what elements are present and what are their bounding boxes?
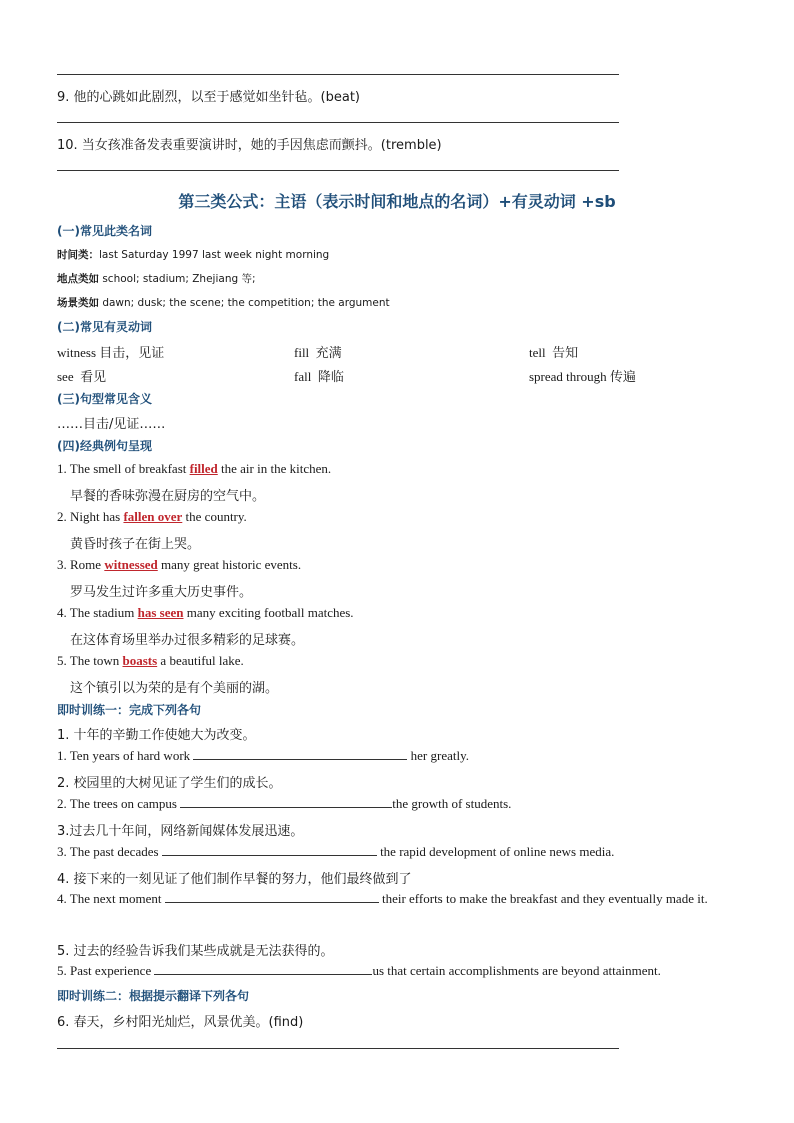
place-text: school; stadium; Zhejiang 等; [99, 273, 256, 285]
verb-fall [294, 366, 344, 385]
example-post: the country. [182, 509, 247, 524]
section-heading-nouns: (一)常见此类名词 [57, 224, 152, 238]
verb-zh: 充满 [315, 346, 342, 361]
fill-blank[interactable] [154, 963, 372, 975]
verb-en: tell [529, 345, 546, 360]
verb-tell [529, 342, 578, 361]
verb-zh: 降临 [317, 370, 344, 385]
time-text: last Saturday 1997 last week night morning [99, 249, 330, 261]
verb-en: fall [294, 369, 312, 384]
scene-label: 场景类如 [57, 297, 99, 309]
practice-q4-zh: 4. 接下来的一刻见证了他们制作早餐的努力，他们最终做到了 [57, 872, 412, 887]
exercise-item-10: 10. 当女孩准备发表重要演讲时，她的手因焦虑而颤抖。(tremble) [57, 138, 442, 153]
sentence-start: 4. The next moment [57, 891, 165, 906]
example-translation: 在这体育场里举办过很多精彩的足球赛。 [70, 633, 305, 648]
example-post: the air in the kitchen. [217, 461, 332, 476]
verb-zh: 告知 [552, 346, 579, 361]
verb-fill [294, 342, 342, 361]
fill-blank[interactable] [165, 891, 379, 903]
practice-q2-zh: 2. 校园里的大树见证了学生们的成长。 [57, 776, 282, 791]
example-translation: 早餐的香味弥漫在厨房的空气中。 [70, 489, 266, 504]
example-keyword: witnessed [104, 557, 158, 572]
practice-q2-en [57, 796, 511, 812]
sentence-end: their efforts to make the breakfast and they eventually made it. [378, 891, 708, 906]
sentence-start: 1. Ten years of hard work [57, 748, 194, 763]
section-heading-examples: (四)经典例句呈现 [57, 439, 152, 453]
example-pre: 4. The stadium [57, 605, 138, 620]
example-sentence [57, 461, 331, 477]
example-pre: 5. The town [57, 653, 123, 668]
example-pre: 1. The smell of breakfast [57, 461, 190, 476]
scene-nouns [57, 295, 390, 310]
practice-q1-zh: 1. 十年的辛勤工作使她大为改变。 [57, 728, 256, 743]
verb-en: see [57, 369, 74, 384]
time-nouns [57, 247, 329, 262]
example-pre: 3. Rome [57, 557, 105, 572]
answer-line[interactable] [57, 122, 619, 123]
example-post: many exciting football matches. [183, 605, 354, 620]
answer-line[interactable] [57, 1048, 619, 1049]
example-sentence [57, 557, 301, 573]
pattern-meaning: ……目击/见证…… [57, 417, 166, 432]
verb-en: fill [294, 345, 310, 360]
fill-blank[interactable] [162, 844, 377, 856]
example-keyword: has seen [137, 605, 184, 620]
section-title: 第三类公式：主语（表示时间和地点的名词）+有灵动词 +sb [178, 192, 616, 211]
section-heading-meaning: (三)句型常见含义 [57, 392, 152, 406]
sentence-end: us that certain accomplishments are beyond attainment. [372, 963, 661, 978]
answer-line[interactable] [57, 74, 619, 75]
example-sentence [57, 653, 244, 669]
practice-q3-zh: 3.过去几十年间，网络新闻媒体发展迅速。 [57, 824, 304, 839]
verb-spread-through [529, 366, 636, 385]
practice-q3-en [57, 844, 614, 860]
example-keyword: filled [189, 461, 218, 476]
sentence-start: 2. The trees on campus [57, 796, 181, 811]
sentence-start: 3. The past decades [57, 844, 162, 859]
example-post: a beautiful lake. [157, 653, 244, 668]
verb-zh: 看见 [80, 370, 107, 385]
example-translation: 黄昏时孩子在街上哭。 [70, 537, 201, 552]
verb-en: spread through [529, 369, 607, 384]
example-sentence [57, 605, 354, 621]
sentence-end: her greatly. [407, 748, 470, 763]
sentence-start: 5. Past experience [57, 963, 155, 978]
practice-q6-zh: 6. 春天，乡村阳光灿烂，风景优美。(find) [57, 1015, 304, 1030]
scene-text: dawn; dusk; the scene; the competition; the argument [99, 297, 390, 309]
verb-en: witness [57, 345, 96, 360]
example-sentence [57, 509, 247, 525]
example-translation: 罗马发生过许多重大历史事件。 [70, 585, 253, 600]
verb-see [57, 366, 106, 385]
sentence-end: the rapid development of online news media. [376, 844, 615, 859]
example-translation: 这个镇引以为荣的是有个美丽的湖。 [70, 681, 279, 696]
place-nouns [57, 271, 256, 286]
example-post: many great historic events. [157, 557, 302, 572]
answer-line[interactable] [57, 170, 619, 171]
practice-q4-en [57, 887, 737, 911]
practice-q5-en [57, 963, 661, 979]
verb-zh: 目击，见证 [99, 346, 165, 361]
practice-heading-1: 即时训练一：完成下列各句 [57, 703, 202, 717]
practice-heading-2: 即时训练二：根据提示翻译下列各句 [57, 989, 250, 1003]
fill-blank[interactable] [180, 796, 392, 808]
practice-q1-en [57, 748, 469, 764]
fill-blank[interactable] [193, 748, 407, 760]
verb-zh: 传遍 [609, 370, 636, 385]
time-label: 时间类： [57, 249, 99, 261]
exercise-item-9: 9. 他的心跳如此剧烈，以至于感觉如坐针毡。(beat) [57, 90, 360, 105]
practice-q5-zh: 5. 过去的经验告诉我们某些成就是无法获得的。 [57, 944, 334, 959]
example-keyword: fallen over [123, 509, 183, 524]
place-label: 地点类如 [57, 273, 99, 285]
example-pre: 2. Night has [57, 509, 124, 524]
sentence-end: the growth of students. [392, 796, 512, 811]
verb-witness [57, 342, 164, 361]
section-heading-verbs: (二)常见有灵动词 [57, 320, 152, 334]
example-keyword: boasts [122, 653, 158, 668]
